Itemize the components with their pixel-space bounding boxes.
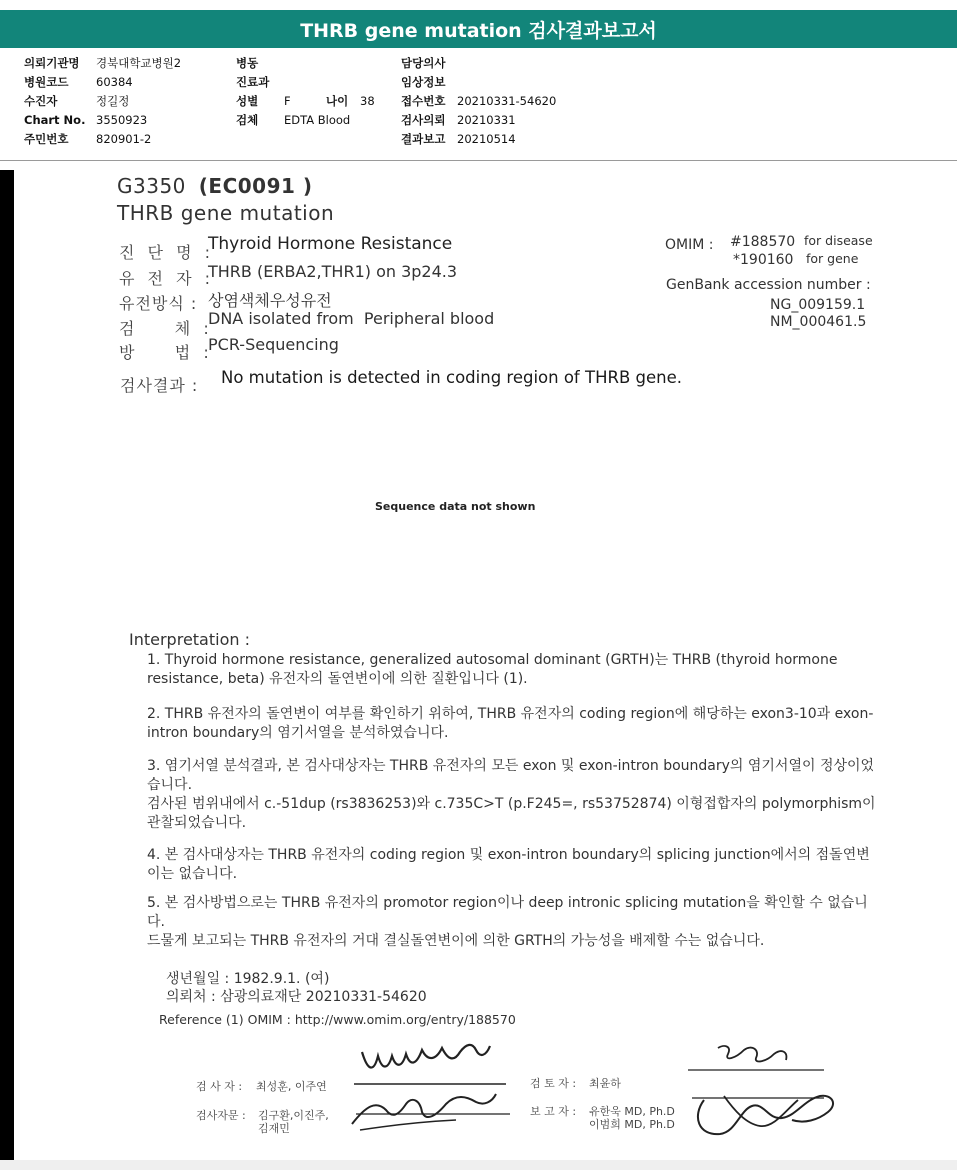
test-name: THRB gene mutation bbox=[117, 201, 335, 225]
interpretation-item-2: 2. THRB 유전자의 돌연변이 여부를 확인하기 위하여, THRB 유전자의 coding region에 해당하는 exon3-10과 exon-intron boundary의 염기서열을 분석하였습니다. bbox=[147, 706, 874, 741]
reporter-name-2: 이범희 MD, Ph.D bbox=[589, 1118, 675, 1131]
reviewer-reporter-signature bbox=[674, 1040, 844, 1150]
label-specimen: 검체 bbox=[236, 113, 259, 127]
tester-label: 검 사 자 : bbox=[196, 1080, 243, 1093]
label-requesting-institution: 의뢰기관명 bbox=[24, 56, 80, 70]
label-resident-no: 주민번호 bbox=[24, 132, 69, 146]
report-title-bar bbox=[0, 10, 957, 48]
header-column-2 bbox=[236, 54, 375, 130]
interpretation-item-1: 1. Thyroid hormone resistance, generalized autosomal dominant (GRTH)는 THRB (thyroid hormone resistance, beta) 유전자의 돌연변이에 의한 질환입니다 (1). bbox=[147, 652, 838, 687]
value-receipt-no: 20210331-54620 bbox=[457, 94, 557, 108]
label-inheritance: 유전방식 : bbox=[119, 294, 198, 313]
omim-gene-id: *190160 bbox=[733, 252, 794, 268]
label-specimen-body: 검 체 : bbox=[119, 319, 213, 338]
reviewer-name: 최윤하 bbox=[589, 1077, 621, 1090]
value-hospital-code: 60384 bbox=[96, 75, 133, 89]
result-label: 검사결과 : bbox=[120, 376, 199, 395]
reference: Reference (1) OMIM : http://www.omim.org/entry/188570 bbox=[159, 1012, 516, 1027]
label-request-date: 검사의뢰 bbox=[401, 113, 446, 127]
interpretation-item-3: 3. 염기서열 분석결과, 본 검사대상자는 THRB 유전자의 모든 exon 및 exon-intron boundary의 염기서열이 정상이었습니다. 검사된 범위내에서 c.-51dup (rs3836253)와 c.735C>T (p.F245=, rs53752874) 이형접합자의 polymorphism이 관찰되었습니다. bbox=[147, 758, 876, 831]
tester-signature bbox=[344, 1038, 514, 1088]
value-diagnosis: Thyroid Hormone Resistance bbox=[208, 234, 453, 254]
genbank-label: GenBank accession number : bbox=[666, 277, 871, 293]
header-column-3 bbox=[401, 54, 556, 149]
omim-disease-id: #188570 bbox=[730, 234, 796, 250]
tester-names: 최성훈, 이주연 bbox=[256, 1080, 327, 1093]
interpretation-title: Interpretation : bbox=[129, 630, 250, 649]
value-report-date: 20210514 bbox=[457, 132, 516, 146]
header-column-1 bbox=[24, 54, 181, 149]
test-code: G3350 bbox=[117, 174, 186, 198]
interpretation-item-4: 4. 본 검사대상자는 THRB 유전자의 coding region 및 exon-intron boundary의 splicing junction에서의 점돌연변이는 없습니다. bbox=[147, 847, 870, 882]
result-value: No mutation is detected in coding region of THRB gene. bbox=[221, 368, 682, 387]
advisor-signature bbox=[346, 1086, 516, 1136]
label-gene: 유 전 자 : bbox=[119, 269, 215, 288]
test-code-line bbox=[117, 174, 313, 198]
label-hospital-code: 병원코드 bbox=[24, 75, 69, 89]
reporter-name-1: 유한욱 MD, Ph.D bbox=[589, 1105, 675, 1118]
value-gene: THRB (ERBA2,THR1) on 3p24.3 bbox=[208, 262, 458, 281]
advisor-names-1: 김구환,이진주, bbox=[258, 1109, 329, 1122]
value-method: PCR-Sequencing bbox=[208, 335, 339, 354]
label-age: 나이 bbox=[326, 94, 349, 108]
ec-code: (EC0091 ) bbox=[198, 174, 313, 198]
scan-left-border bbox=[0, 170, 14, 1160]
bottom-strip bbox=[0, 1160, 957, 1170]
header-divider bbox=[0, 160, 957, 161]
genbank-nm: NM_000461.5 bbox=[770, 314, 867, 330]
label-doctor: 담당의사 bbox=[401, 56, 446, 70]
omim-disease-note: for disease bbox=[804, 233, 873, 248]
reviewer-label: 검 토 자 : bbox=[530, 1077, 577, 1090]
value-inheritance: 상염색체우성유전 bbox=[208, 291, 332, 310]
label-sex: 성별 bbox=[236, 94, 259, 108]
omim-label: OMIM : bbox=[665, 237, 714, 253]
client: 의뢰처 : 삼광의료재단 20210331-54620 bbox=[166, 989, 427, 1005]
value-specimen: EDTA Blood bbox=[284, 113, 351, 127]
value-patient-name: 정길정 bbox=[96, 94, 130, 108]
interpretation-item-5: 5. 본 검사방법으로는 THRB 유전자의 promotor region이나 deep intronic splicing mutation을 확인할 수 없습니다. 드물게 보고되는 THRB 유전자의 거대 결실돌연변이에 의한 GRTH의 가능성을 배제할 수는 없습니다. bbox=[147, 895, 868, 949]
omim-gene-note: for gene bbox=[806, 251, 859, 266]
advisor-label: 검사자문 : bbox=[196, 1109, 246, 1122]
sequence-note: Sequence data not shown bbox=[375, 500, 536, 513]
value-age: 38 bbox=[360, 94, 375, 108]
label-ward: 병동 bbox=[236, 56, 259, 70]
label-chart-no: Chart No. bbox=[24, 113, 86, 127]
value-chart-no: 3550923 bbox=[96, 113, 148, 127]
label-department: 진료과 bbox=[236, 75, 270, 89]
value-specimen-body: DNA isolated from Peripheral blood bbox=[208, 309, 495, 328]
label-clinical-info: 임상정보 bbox=[401, 75, 446, 89]
genbank-ng: NG_009159.1 bbox=[770, 297, 866, 313]
report-title: THRB gene mutation 검사결과보고서 bbox=[300, 19, 657, 42]
label-patient-name: 수진자 bbox=[24, 94, 58, 108]
value-request-date: 20210331 bbox=[457, 113, 516, 127]
label-method: 방 법 : bbox=[119, 343, 213, 362]
scanned-report bbox=[14, 170, 957, 1160]
value-sex: F bbox=[284, 94, 291, 108]
advisor-names-2: 김재민 bbox=[258, 1122, 290, 1135]
label-report-date: 결과보고 bbox=[401, 132, 446, 146]
value-requesting-institution: 경북대학교병원2 bbox=[96, 56, 182, 70]
reporter-label: 보 고 자 : bbox=[530, 1105, 577, 1118]
label-receipt-no: 접수번호 bbox=[401, 94, 446, 108]
value-resident-no: 820901-2 bbox=[96, 132, 152, 146]
label-diagnosis: 진 단 명 : bbox=[119, 243, 215, 262]
birth-date: 생년월일 : 1982.9.1. (여) bbox=[166, 971, 330, 987]
